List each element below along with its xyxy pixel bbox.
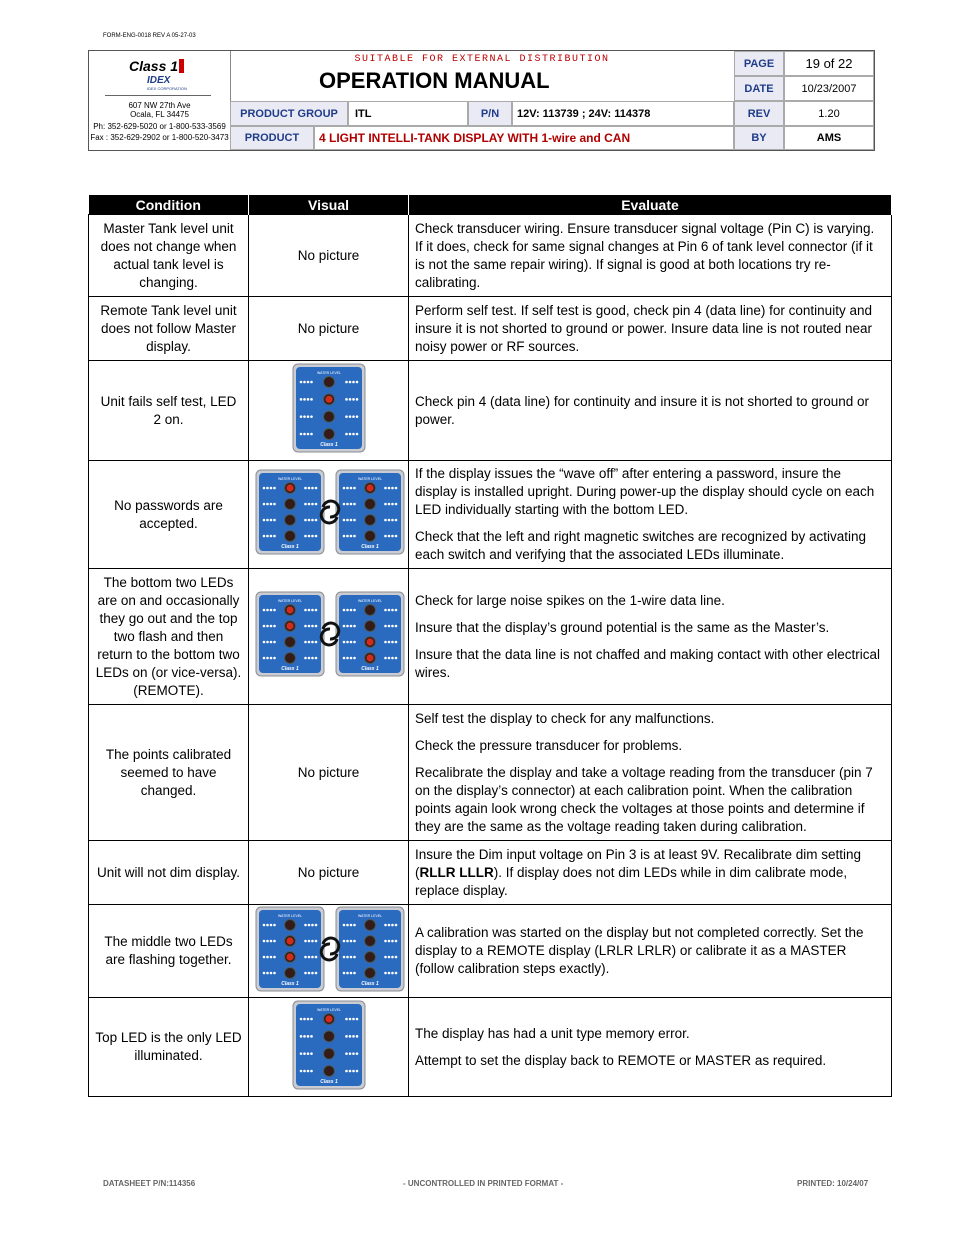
logo-divider <box>105 95 211 96</box>
rev-label: REV <box>734 101 784 126</box>
evaluate-text: Check that the left and right magnetic switches are recognized by activating each switch and verifying that the associated LEDs illuminate. <box>415 529 866 562</box>
condition-cell: Master Tank level unit does not change when actual tank level is changing. <box>89 215 249 297</box>
condition-cell: Top LED is the only LED illuminated. <box>89 998 249 1097</box>
evaluate-text: A calibration was started on the display but not completed correctly. Set the display to a REMOTE display (LRLR LRLR) or calibrate it as a MASTER (follow calibration steps exactly). <box>415 925 864 976</box>
evaluate-cell <box>409 905 892 998</box>
svg-text:Class 1: Class 1 <box>281 980 299 987</box>
page-value: 19 of 22 <box>784 51 874 76</box>
product-value: 4 LIGHT INTELLI-TANK DISPLAY WITH 1-wire and CAN <box>314 126 734 150</box>
by-value: AMS <box>784 126 874 150</box>
condition-cell: The points calibrated seemed to have changed. <box>89 705 249 841</box>
evaluate-text: Check for large noise spikes on the 1-wire data line. <box>415 592 725 608</box>
evaluate-cell <box>409 569 892 705</box>
svg-text:WATER LEVEL: WATER LEVEL <box>357 913 383 918</box>
visual-cell: No picture <box>249 297 409 361</box>
evaluate-cell <box>409 215 892 297</box>
document-title: OPERATION MANUAL <box>319 68 550 93</box>
product-group-value: ITL <box>348 101 468 126</box>
footer-printed: PRINTED: 10/24/07 <box>797 1179 869 1188</box>
svg-text:WATER LEVEL: WATER LEVEL <box>357 599 383 603</box>
visual-cell <box>249 569 409 705</box>
distribution-notice: SUITABLE FOR EXTERNAL DISTRIBUTION <box>354 54 610 65</box>
footer-uncontrolled: - UNCONTROLLED IN PRINTED FORMAT - <box>403 1179 564 1188</box>
svg-text:Class 1: Class 1 <box>319 1078 338 1085</box>
idex-logo: IDEX <box>147 75 171 86</box>
display-picture <box>292 363 366 458</box>
condition-cell: The middle two LEDs are flashing together. <box>89 905 249 998</box>
condition-cell: The bottom two LEDs are on and occasionally they go out and the top two flash and then return to the bottom two LEDs on (or vice-versa). (REMOTE). <box>89 569 249 705</box>
display-picture-pair <box>255 591 405 682</box>
display-picture <box>292 1000 366 1095</box>
visual-cell: No picture <box>249 841 409 905</box>
evaluate-text-part: Insure the Dim input voltage on Pin 3 is at least 9V. Recalibrate dim setting ( <box>415 846 861 880</box>
document-header <box>88 50 875 151</box>
table-row <box>89 461 892 569</box>
display-panel-pair-svg <box>255 469 405 555</box>
evaluate-text: The display has had a unit type memory error. <box>415 1025 690 1041</box>
table-row <box>89 841 892 905</box>
svg-text:WATER LEVEL: WATER LEVEL <box>277 913 303 918</box>
visual-cell: No picture <box>249 215 409 297</box>
column-header-visual: Visual <box>249 195 409 215</box>
evaluate-text: Attempt to set the display back to REMOTE or MASTER as required. <box>415 1052 827 1068</box>
class1-logo <box>129 57 184 74</box>
evaluate-cell <box>409 841 892 905</box>
class1-logo-text: Class 1 <box>129 58 179 75</box>
evaluate-cell <box>409 705 892 841</box>
evaluate-text: If the display issues the “wave off” after entering a password, insure the display is installed upright. During power-up the display should cycle on each LED individually starting with the bottom LED. <box>415 466 875 517</box>
table-row <box>89 905 892 998</box>
address-line: 607 NW 27th Ave <box>128 101 191 110</box>
svg-text:Class 1: Class 1 <box>281 544 299 550</box>
evaluate-cell <box>409 297 892 361</box>
table-header-row <box>89 195 892 215</box>
evaluate-cell <box>409 998 892 1097</box>
table-row <box>89 569 892 705</box>
evaluate-text: Insure that the data line is not chaffed and making contact with other electrical wires. <box>415 646 881 680</box>
svg-text:WATER LEVEL: WATER LEVEL <box>357 477 383 481</box>
footer-datasheet: DATASHEET P/N:114356 <box>103 1179 196 1188</box>
display-picture-pair <box>255 469 405 560</box>
svg-text:Class 1: Class 1 <box>361 544 379 550</box>
condition-cell: No passwords are accepted. <box>89 461 249 569</box>
display-picture-pair <box>255 906 405 997</box>
by-label: BY <box>734 126 784 150</box>
page-label: PAGE <box>734 51 784 76</box>
visual-cell <box>249 998 409 1097</box>
table-row <box>89 215 892 297</box>
display-panel-pair-svg <box>255 591 405 677</box>
column-header-condition: Condition <box>89 195 249 215</box>
product-group-label: PRODUCT GROUP <box>230 101 348 126</box>
visual-cell <box>249 905 409 998</box>
svg-text:Class 1: Class 1 <box>319 442 338 448</box>
evaluate-text-part: ). If display does not dim LEDs while in dim calibrate mode, replace display. <box>415 864 848 898</box>
rev-value: 1.20 <box>784 101 874 126</box>
display-panel-svg <box>292 1000 366 1090</box>
evaluate-text: Insure that the display’s ground potential is the same as the Master’s. <box>415 619 830 635</box>
visual-cell: No picture <box>249 705 409 841</box>
svg-text:Class 1: Class 1 <box>361 980 379 987</box>
evaluate-cell <box>409 461 892 569</box>
svg-text:WATER LEVEL: WATER LEVEL <box>277 477 303 481</box>
condition-cell: Unit fails self test, LED 2 on. <box>89 361 249 461</box>
svg-text:WATER LEVEL: WATER LEVEL <box>316 371 341 375</box>
visual-cell <box>249 361 409 461</box>
visual-cell <box>249 461 409 569</box>
logo-cell <box>89 51 231 150</box>
pn-label: P/N <box>468 101 512 126</box>
evaluate-text <box>415 846 885 900</box>
evaluate-text: Perform self test. If self test is good, check pin 4 (data line) for continuity and insure it is not shorted to ground or power. Insure data line is not routed near noisy power or RF sources. <box>415 302 873 354</box>
fax-line: Fax : 352-629-2902 or 1-800-520-3473 <box>90 133 229 142</box>
evaluate-text: Self test the display to check for any malfunctions. <box>415 710 715 726</box>
column-header-evaluate: Evaluate <box>409 195 892 215</box>
date-value: 10/23/2007 <box>784 76 874 101</box>
svg-text:WATER LEVEL: WATER LEVEL <box>277 599 303 603</box>
form-id: FORM-ENG-0018 REV A 05-27-03 <box>103 33 196 39</box>
table-row <box>89 705 892 841</box>
evaluate-text: Check pin 4 (data line) for continuity and insure it is not shorted to ground or power. <box>415 393 870 427</box>
svg-text:WATER LEVEL: WATER LEVEL <box>316 1007 341 1012</box>
table-row <box>89 361 892 461</box>
evaluate-text: Check transducer wiring. Ensure transducer signal voltage (Pin C) is varying. If it does, check for same signal changes at Pin 6 of tank level connector (if it is not the same repair wiring). If signal is good at both locations try re-calibrating. <box>415 220 875 290</box>
evaluate-cell <box>409 361 892 461</box>
dim-sequence: RLLR LLLR <box>419 864 494 880</box>
display-panel-svg <box>292 363 366 453</box>
troubleshooting-table <box>88 195 892 1097</box>
address-line: Ocala, FL 34475 <box>130 110 189 119</box>
evaluate-text: Check the pressure transducer for problems. <box>415 737 683 753</box>
svg-text:Class 1: Class 1 <box>361 666 379 672</box>
condition-cell: Remote Tank level unit does not follow Master display. <box>89 297 249 361</box>
phone-line: Ph: 352-629-5020 or 1-800-533-3569 <box>93 122 226 131</box>
condition-cell: Unit will not dim display. <box>89 841 249 905</box>
table-row <box>89 998 892 1097</box>
date-label: DATE <box>734 76 784 101</box>
idex-logo-sub: IDEX CORPORATION <box>147 86 187 91</box>
svg-text:Class 1: Class 1 <box>281 666 299 672</box>
table-row <box>89 297 892 361</box>
evaluate-text: Recalibrate the display and take a voltage reading from the transducer (pin 7 on the display’s connector) at each calibration point. When the calibration points again look wrong check the voltages at those points and determine if they are the same as the voltage reading taken during calibration. <box>415 764 873 834</box>
product-label: PRODUCT <box>230 126 314 150</box>
pn-value: 12V: 113739 ; 24V: 114378 <box>512 101 734 126</box>
display-panel-pair-svg <box>255 906 405 992</box>
class1-logo-bar <box>179 59 184 73</box>
